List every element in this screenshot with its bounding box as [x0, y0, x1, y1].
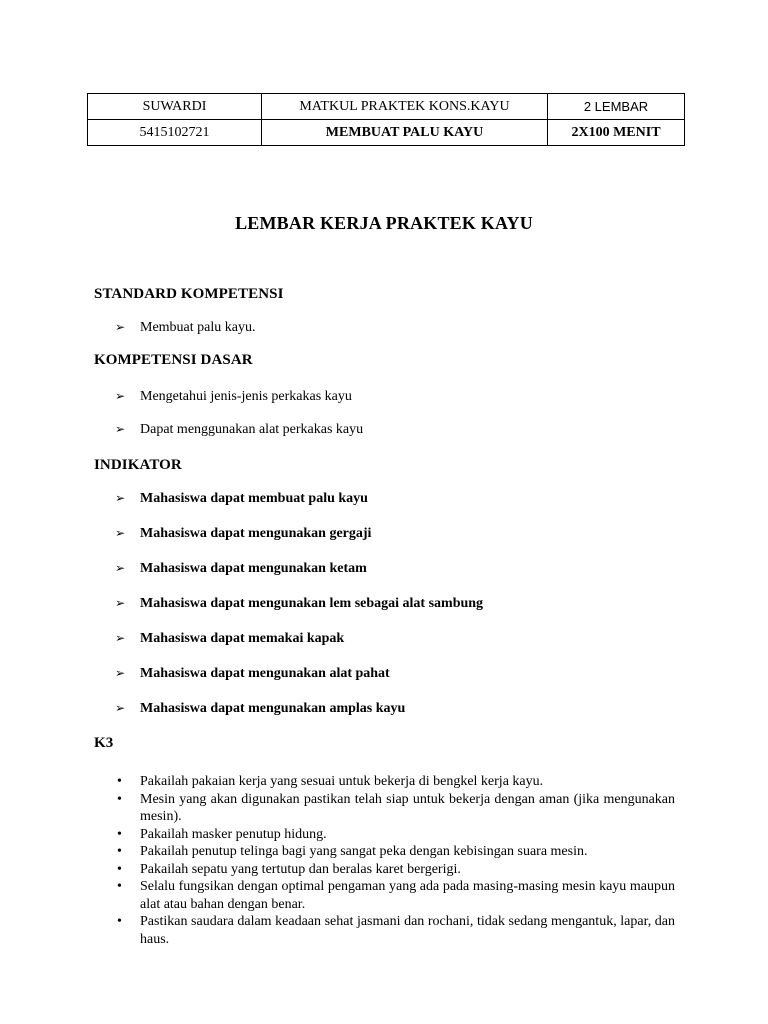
list-item: [115, 389, 363, 405]
list-item-text: Mahasiswa dapat membuat palu kayu: [140, 491, 368, 506]
kompetensi-dasar-list: [115, 389, 363, 438]
list-item: [115, 320, 255, 336]
arrow-bullet-icon: ➢: [115, 631, 126, 645]
standard-kompetensi-heading: STANDARD KOMPETENSI: [94, 286, 284, 302]
standard-kompetensi-list: [115, 320, 255, 336]
list-item: [115, 773, 675, 791]
arrow-bullet-icon: ➢: [115, 320, 126, 334]
list-item: [115, 791, 675, 826]
bullet-icon: •: [117, 791, 122, 807]
indikator-list: [115, 491, 483, 717]
duration-cell: 2X100 MENIT: [548, 120, 685, 146]
list-item: [115, 826, 675, 844]
list-item-text: Mahasiswa dapat mengunakan gergaji: [140, 526, 372, 541]
list-item-text: Pakailah penutup telinga bagi yang sangat peka dengan kebisingan suara mesin.: [140, 844, 588, 859]
bullet-icon: •: [117, 914, 122, 929]
list-item-text: Pastikan saudara dalam keadaan sehat jasmani dan rochani, tidak sedang mengantuk, lapar, dan haus.: [140, 914, 675, 947]
list-item: [115, 561, 483, 596]
bullet-icon: •: [117, 861, 122, 877]
header-table: [87, 93, 685, 146]
arrow-bullet-icon: ➢: [115, 666, 126, 680]
list-item-text: Mahasiswa dapat mengunakan ketam: [140, 561, 367, 576]
bullet-icon: •: [117, 844, 122, 859]
list-item: [115, 913, 675, 948]
indikator-heading: INDIKATOR: [94, 457, 182, 473]
list-item-text: Pakailah sepatu yang tertutup dan beralas karet bergerigi.: [140, 861, 461, 877]
list-item-text: Mahasiswa dapat memakai kapak: [140, 631, 345, 646]
arrow-bullet-icon: ➢: [115, 561, 126, 575]
bullet-icon: •: [117, 879, 122, 894]
arrow-bullet-icon: ➢: [115, 526, 126, 540]
list-item: [115, 843, 675, 861]
bullet-icon: •: [117, 774, 122, 789]
arrow-bullet-icon: ➢: [115, 701, 126, 715]
list-item-text: Selalu fungsikan dengan optimal pengaman yang ada pada masing-masing mesin kayu maupun alat atau bahan dengan benar.: [140, 879, 675, 912]
sheet-count-cell: 2 LEMBAR: [548, 94, 685, 120]
arrow-bullet-icon: ➢: [115, 422, 126, 436]
document-title: LEMBAR KERJA PRAKTEK KAYU: [235, 213, 533, 233]
list-item-text: Pakailah pakaian kerja yang sesuai untuk bekerja di bengkel kerja kayu.: [140, 774, 544, 789]
arrow-bullet-icon: ➢: [115, 596, 126, 610]
list-item-text: Mesin yang akan digunakan pastikan telah siap untuk bekerja dengan aman (jika mengunakan mesin).: [140, 791, 675, 824]
kompetensi-dasar-heading: KOMPETENSI DASAR: [94, 352, 253, 368]
k3-heading: K3: [94, 735, 114, 751]
list-item: [115, 631, 483, 666]
list-item: [115, 666, 483, 701]
list-item-text: Mengetahui jenis-jenis perkakas kayu: [140, 389, 352, 404]
list-item-text: Pakailah masker penutup hidung.: [140, 826, 327, 842]
k3-list: [115, 773, 675, 948]
list-item: [115, 861, 675, 879]
header-row: [88, 120, 685, 146]
list-item-text: Mahasiswa dapat mengunakan alat pahat: [140, 666, 390, 681]
list-item: [115, 878, 675, 913]
course-cell: MATKUL PRAKTEK KONS.KAYU: [262, 94, 548, 120]
list-item: [115, 701, 483, 717]
list-item: [115, 596, 483, 631]
student-name-cell: SUWARDI: [88, 94, 262, 120]
task-cell: MEMBUAT PALU KAYU: [262, 120, 548, 146]
arrow-bullet-icon: ➢: [115, 389, 126, 403]
list-item-text: Dapat menggunakan alat perkakas kayu: [140, 422, 364, 437]
header-row: [88, 94, 685, 120]
list-item-text: Membuat palu kayu.: [140, 320, 256, 335]
student-id-cell: 5415102721: [88, 120, 262, 146]
list-item: [115, 491, 483, 526]
list-item: [115, 526, 483, 561]
arrow-bullet-icon: ➢: [115, 491, 126, 505]
list-item: [115, 422, 363, 438]
list-item-text: Mahasiswa dapat mengunakan amplas kayu: [140, 701, 406, 716]
list-item-text: Mahasiswa dapat mengunakan lem sebagai alat sambung: [140, 596, 484, 611]
bullet-icon: •: [117, 826, 122, 842]
